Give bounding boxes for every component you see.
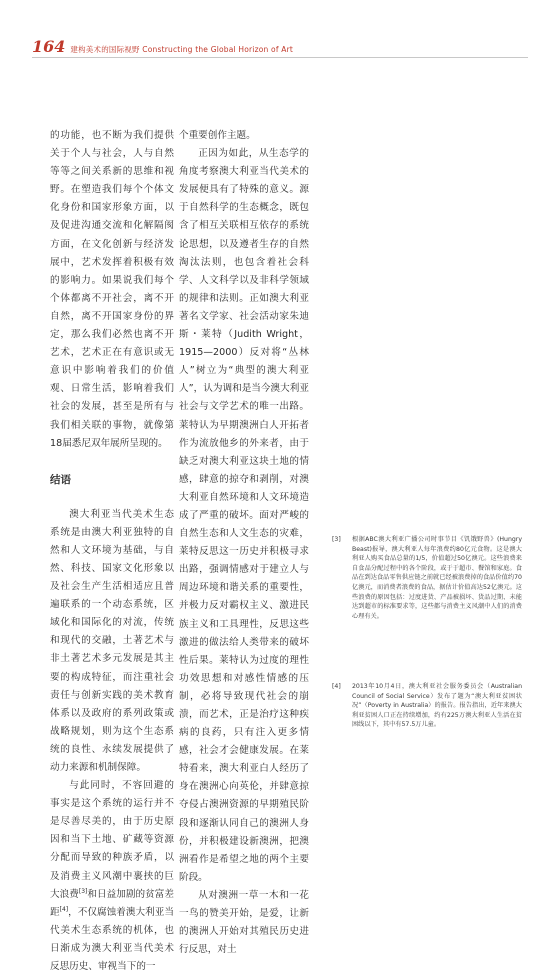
footnote-number: [4]: [332, 683, 341, 690]
paragraph: 个重要创作主题。: [179, 130, 256, 141]
footnote-text: 根据ABC澳大利亚广播公司时事节目《饥饿野兽》(Hungry Beast)报导，澳大利亚人每年浪费约80亿元食物。这是澳大利亚人购买食品总量的1/5，价值超过50亿澳元。这些浪费来自食品分配过程中的各个阶段，或于于超市、餐馆和家庭。食品在到达食品零售供应链之前就已经被浪费掉的食品价值约70亿澳元，而消费者浪费的食品，据估计价值高达52亿澳元。这些浪费的原因包括：过度进货、产品被损坏、货品过期、未能达到超市的标准要求等，这些都与消费主义风潮中人们的消费心理有关。: [352, 536, 522, 620]
paragraph-text: 与此同时，不容回避的事实是这个系统的运行并不是尽善尽美的，由于历史原因和当下土地、矿藏等资源分配而导致的种族矛盾，以及消费主义风潮中裹挟的巨大浪费: [50, 780, 174, 900]
page-number: 164: [32, 37, 66, 55]
running-title: 建构美术的国际视野 Constructing the Global Horizon of Art: [70, 45, 294, 54]
citation-marker: [4]: [59, 905, 69, 913]
paragraph: 的功能，也不断为我们提供关于个人与社会，人与自然等等之间关系新的思维和视野。在塑造我们每个个体文化身份和国家形象方面，以及促进沟通交流和化解隔阂方面，在文化创新与经济发展中，艺术发挥着积极有效的影响力。如果说我们每个个体都离不开社会，离不开自然，离不开国家身份的界定，那么我们必然也离不开艺术，艺术正在有意识或无意识中影响着我们的价值观、日常生活，影响着我们社会的发展，甚至是所有与我们相关联的事物，就像第18届悉尼双年展所呈现的。: [50, 130, 174, 449]
footnote-text: 2013年10月4日，澳大利亚社会服务委员会（Australian Council of Social Service）发布了题为“澳大利亚贫困状况”（Poverty in Australia）的报告。报告指出，近年来澳大利亚贫困人口正在持续增加，约有225万澳大利亚人生活在贫困线以下，其中有57.5万儿童。: [352, 683, 522, 729]
citation-marker: [3]: [78, 887, 88, 895]
paragraph: 澳大利亚当代美术生态系统是由澳大利亚独特的自然和人文环境为基础，与自然、科技、国家文化形象以及社会生产生活相适应且普遍联系的一个动态系统，区域化和国际化的对流，传统和现代的交融，土著艺术与非土著艺术多元发展是其主要的构成特征，而注重社会责任与创新实践的美术教育体系以及政府的系列政策或战略规划，则为这个生态系统的良性、永续发展提供了动力来源和机制保障。: [50, 508, 174, 773]
footnote: [332, 682, 522, 730]
paragraph: 从对澳洲一草一木和一花一鸟的赞美开始，是爱，让新的澳洲人开始对其殖民历史进行反思，对土: [179, 889, 309, 956]
paragraph: [50, 777, 174, 976]
section-heading: 结语: [50, 473, 71, 486]
footnote-number: [3]: [332, 536, 341, 543]
left-text-column: [50, 127, 174, 976]
right-text-column: [179, 127, 309, 959]
paragraph: 正因为如此，从生态学的角度考察澳大利亚当代美术的发展便具有了特殊的意义。源于自然科学的生态概念，既包含了相互关联相互依存的系统论思想，以及遵者生存的自然淘汰法则，也包含着社会科学、人文科学以及非科学领域的规律和法则。正如澳大利亚著名文学家、社会活动家朱迪斯・莱特（Judith Wright，1915—2000）反对将“丛林人”树立为“典型的澳大利亚人”，认为调和是当今澳大利亚社会与文学艺术的唯一出路。莱特认为早期澳洲白人开拓者作为流放他乡的外来者，由于缺乏对澳大利亚这块土地的情感，肆意的掠夺和剥削，对澳大利亚自然环境和人文环境造成了严重的破坏。面对严峻的自然生态和人文生态的灾难，莱特反思这一历史并积极寻求出路，强调情感对于建立人与周边环境和谐关系的重要性，并极力反对霸权主义、激进民族主义和工具理性，反思这些激进的做法给人类带来的破坏性后果。莱特认为过度的理性功效思想和对感性情感的压制，必将导致现代社会的崩溃，而艺术，正是治疗这种疾病的良药，只有注入更多情感，社会才会健康发展。在莱特看来，澳大利亚白人经历了身在澳洲心向英伦，并肆意掠夺侵占澳洲资源的早期殖民阶段和逐渐认同自己的澳洲人身份，并积极建设新澳洲，把澳洲看作是希望之地的两个主要阶段。: [179, 148, 309, 883]
paragraph-text: 和日益加剧的贫富差距: [50, 888, 174, 918]
running-header: [32, 37, 528, 55]
footnote: [332, 535, 522, 621]
paragraph-text: ，不仅腐蚀着澳大利亚当代美术生态系统的机体，也日渐成为澳大利亚当代美术反思历史、审视当下的一: [50, 906, 174, 973]
header-divider: [32, 57, 528, 58]
